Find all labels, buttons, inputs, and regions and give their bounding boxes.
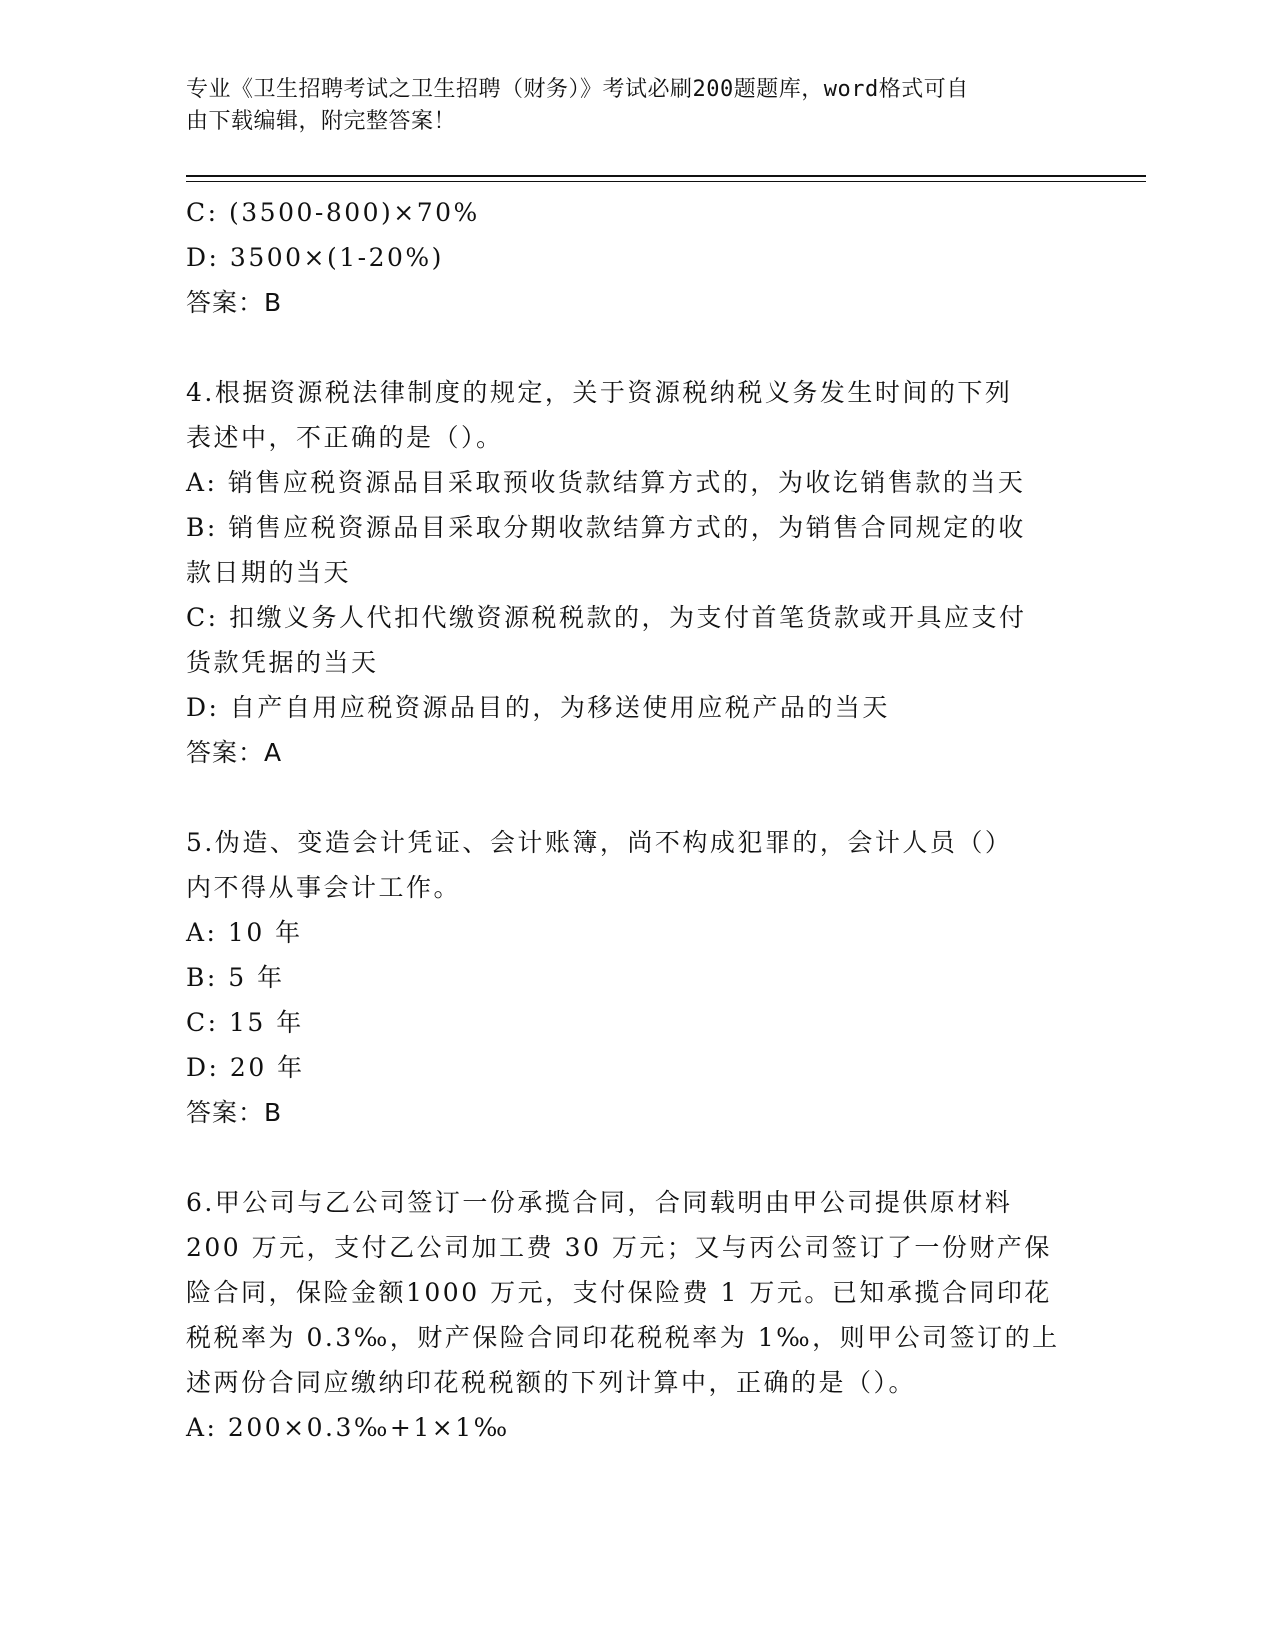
- q4-option-c-line-2: 货款凭据的当天: [186, 648, 379, 677]
- header-line-2: 由下载编辑，附完整答案！: [186, 109, 457, 134]
- q4-answer: 答案：A: [186, 738, 283, 767]
- q5-stem-line-2: 内不得从事会计工作。: [186, 873, 462, 902]
- q5-option-b: B: 5 年: [186, 963, 285, 992]
- q6-stem-line-5: 述两份合同应缴纳印花税税额的下列计算中，正确的是（）。: [186, 1368, 917, 1397]
- q4-stem-line-1: 4.根据资源税法律制度的规定，关于资源税纳税义务发生时间的下列: [186, 378, 1013, 407]
- q6-option-a: A: 200×0.3‰+1×1‰: [186, 1413, 510, 1442]
- q4-option-b-line-2: 款日期的当天: [186, 558, 352, 587]
- q4-option-d: D: 自产自用应税资源品目的，为移送使用应税产品的当天: [186, 693, 890, 722]
- q6-stem-line-1: 6.甲公司与乙公司签订一份承揽合同，合同载明由甲公司提供原材料: [186, 1188, 1013, 1217]
- q5-option-a: A: 10 年: [186, 918, 303, 947]
- q5-option-c: C: 15 年: [186, 1008, 304, 1037]
- document-header: [186, 74, 1066, 138]
- q6-stem-line-4: 税税率为 0.3‰，财产保险合同印花税税率为 1‰，则甲公司签订的上: [186, 1323, 1060, 1352]
- q3-option-c: C: (3500-800)×70%: [186, 198, 480, 227]
- question-content: [186, 190, 1086, 1450]
- q6-stem-line-3: 险合同，保险金额1000 万元，支付保险费 1 万元。已知承揽合同印花: [186, 1278, 1052, 1307]
- q4-option-b-line-1: B: 销售应税资源品目采取分期收款结算方式的，为销售合同规定的收: [186, 513, 1026, 542]
- q6-stem-line-2: 200 万元，支付乙公司加工费 30 万元；又与丙公司签订了一份财产保: [186, 1233, 1052, 1262]
- q3-answer: 答案：B: [186, 288, 283, 317]
- q4-option-c-line-1: C: 扣缴义务人代扣代缴资源税税款的，为支付首笔货款或开具应支付: [186, 603, 1027, 632]
- header-rule-thin: [186, 181, 1146, 182]
- q5-stem-line-1: 5.伪造、变造会计凭证、会计账簿，尚不构成犯罪的，会计人员（）: [186, 828, 1013, 857]
- q5-option-d: D: 20 年: [186, 1053, 305, 1082]
- q4-stem-line-2: 表述中，不正确的是（）。: [186, 423, 504, 452]
- header-rule-thick: [186, 175, 1146, 177]
- q4-option-a: A: 销售应税资源品目采取预收货款结算方式的，为收讫销售款的当天: [186, 468, 1026, 497]
- q5-answer: 答案：B: [186, 1098, 283, 1127]
- header-line-1: 专业《卫生招聘考试之卫生招聘（财务）》考试必刷200题题库，word格式可自: [186, 77, 969, 102]
- q3-option-d: D: 3500×(1-20%): [186, 243, 444, 272]
